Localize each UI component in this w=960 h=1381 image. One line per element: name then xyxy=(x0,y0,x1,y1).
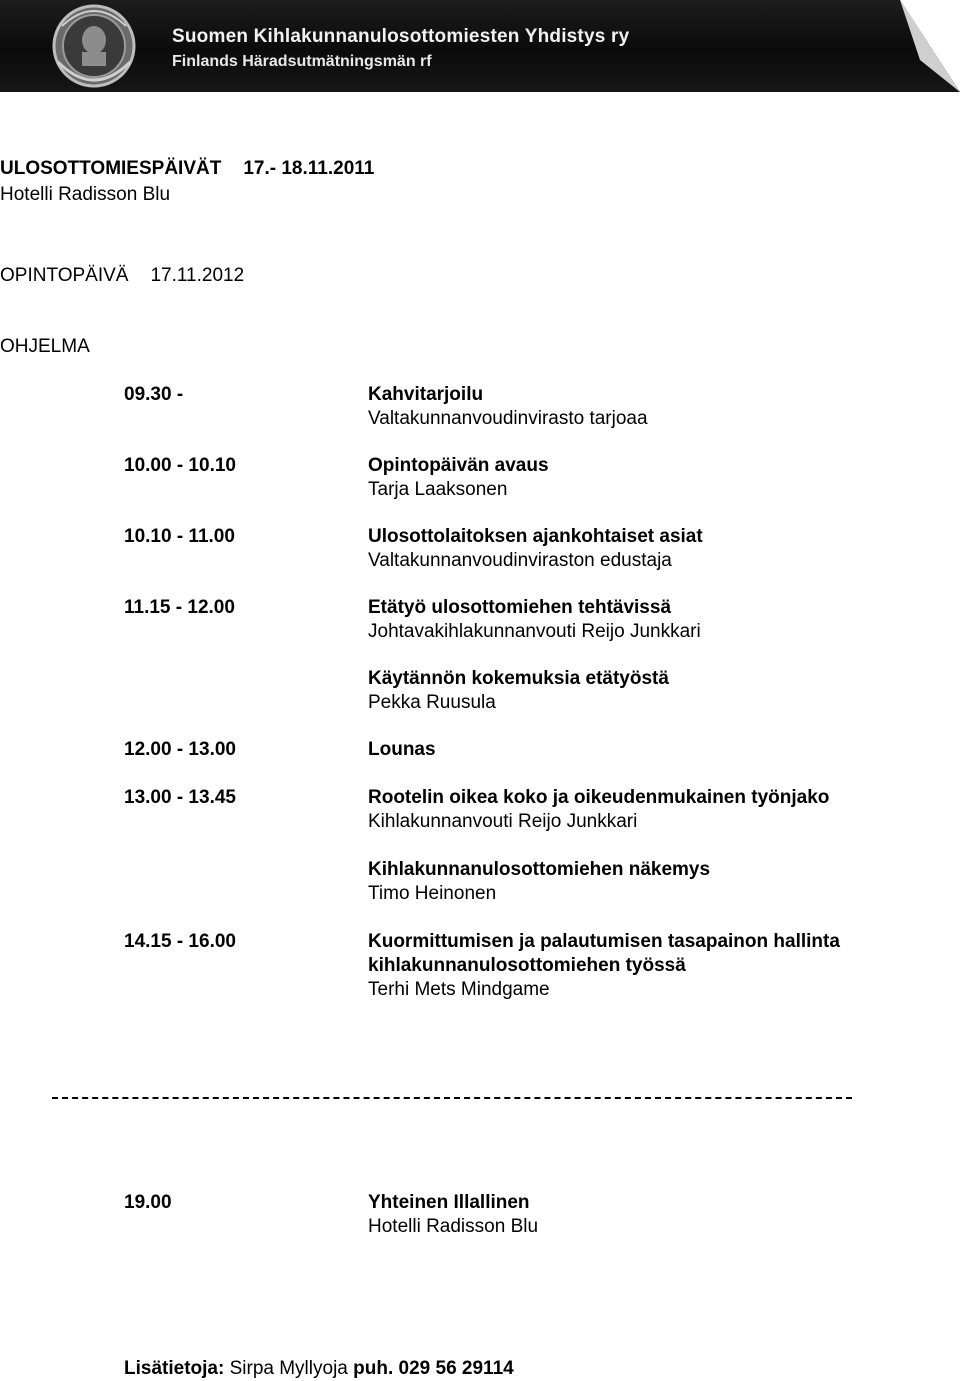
item-time: 10.10 - 11.00 xyxy=(124,526,235,547)
item-title: Ulosottolaitoksen ajankohtaiset asiat xyxy=(368,526,703,547)
item-time: 09.30 - xyxy=(124,384,184,405)
item-title: Rootelin oikea koko ja oikeudenmukainen työnjako xyxy=(368,787,830,808)
phone-number: 029 56 29114 xyxy=(398,1358,514,1379)
item-time: 10.00 - 10.10 xyxy=(124,455,236,476)
org-name-sv: Finlands Häradsutmätningsmän rf xyxy=(172,53,432,70)
item-title-line2: kihlakunnanulosottomiehen työssä xyxy=(368,955,686,976)
contact-line xyxy=(124,1357,514,1380)
contact-name: Sirpa Myllyoja xyxy=(229,1358,348,1379)
item-detail: Timo Heinonen xyxy=(368,883,497,904)
item-title: Kuormittumisen ja palautumisen tasapainon hallinta xyxy=(368,931,840,952)
evening-time: 19.00 xyxy=(124,1192,172,1213)
item-title: Käytännön kokemuksia etätyöstä xyxy=(368,668,669,689)
study-day: OPINTOPÄIVÄ 17.11.2012 xyxy=(0,265,245,286)
item-detail: Pekka Ruusula xyxy=(368,692,496,713)
item-title: Opintopäivän avaus xyxy=(368,455,549,476)
page-curl-icon xyxy=(900,0,960,92)
item-title: Etätyö ulosottomiehen tehtävissä xyxy=(368,597,672,618)
item-time: 13.00 - 13.45 xyxy=(124,787,236,808)
item-title: Kahvitarjoilu xyxy=(368,384,484,405)
seal-emblem-icon xyxy=(44,2,140,90)
header-banner xyxy=(0,0,960,92)
event-title: ULOSOTTOMIESPÄIVÄT 17.- 18.11.2011 xyxy=(0,158,375,179)
evening-venue: Hotelli Radisson Blu xyxy=(368,1216,539,1237)
item-detail: Kihlakunnanvouti Reijo Junkkari xyxy=(368,811,638,832)
item-title: Lounas xyxy=(368,739,436,760)
item-detail: Terhi Mets Mindgame xyxy=(368,979,550,1000)
item-time: 12.00 - 13.00 xyxy=(124,739,236,760)
item-time: 11.15 - 12.00 xyxy=(124,597,235,618)
org-name-fi: Suomen Kihlakunnanulosottomiesten Yhdistys ry xyxy=(172,26,630,47)
item-detail: Johtavakihlakunnanvouti Reijo Junkkari xyxy=(368,621,701,642)
dashed-divider xyxy=(52,1097,852,1099)
event-venue: Hotelli Radisson Blu xyxy=(0,184,171,205)
item-detail: Valtakunnanvoudinvirasto tarjoaa xyxy=(368,408,648,429)
item-detail: Valtakunnanvoudinviraston edustaja xyxy=(368,550,672,571)
item-detail: Tarja Laaksonen xyxy=(368,479,508,500)
phone-label: puh. xyxy=(353,1358,394,1379)
item-title: Kihlakunnanulosottomiehen näkemys xyxy=(368,859,711,880)
program-heading: OHJELMA xyxy=(0,336,90,357)
item-time: 14.15 - 16.00 xyxy=(124,931,236,952)
contact-label: Lisätietoja: xyxy=(124,1358,225,1379)
evening-title: Yhteinen Illallinen xyxy=(368,1192,530,1213)
